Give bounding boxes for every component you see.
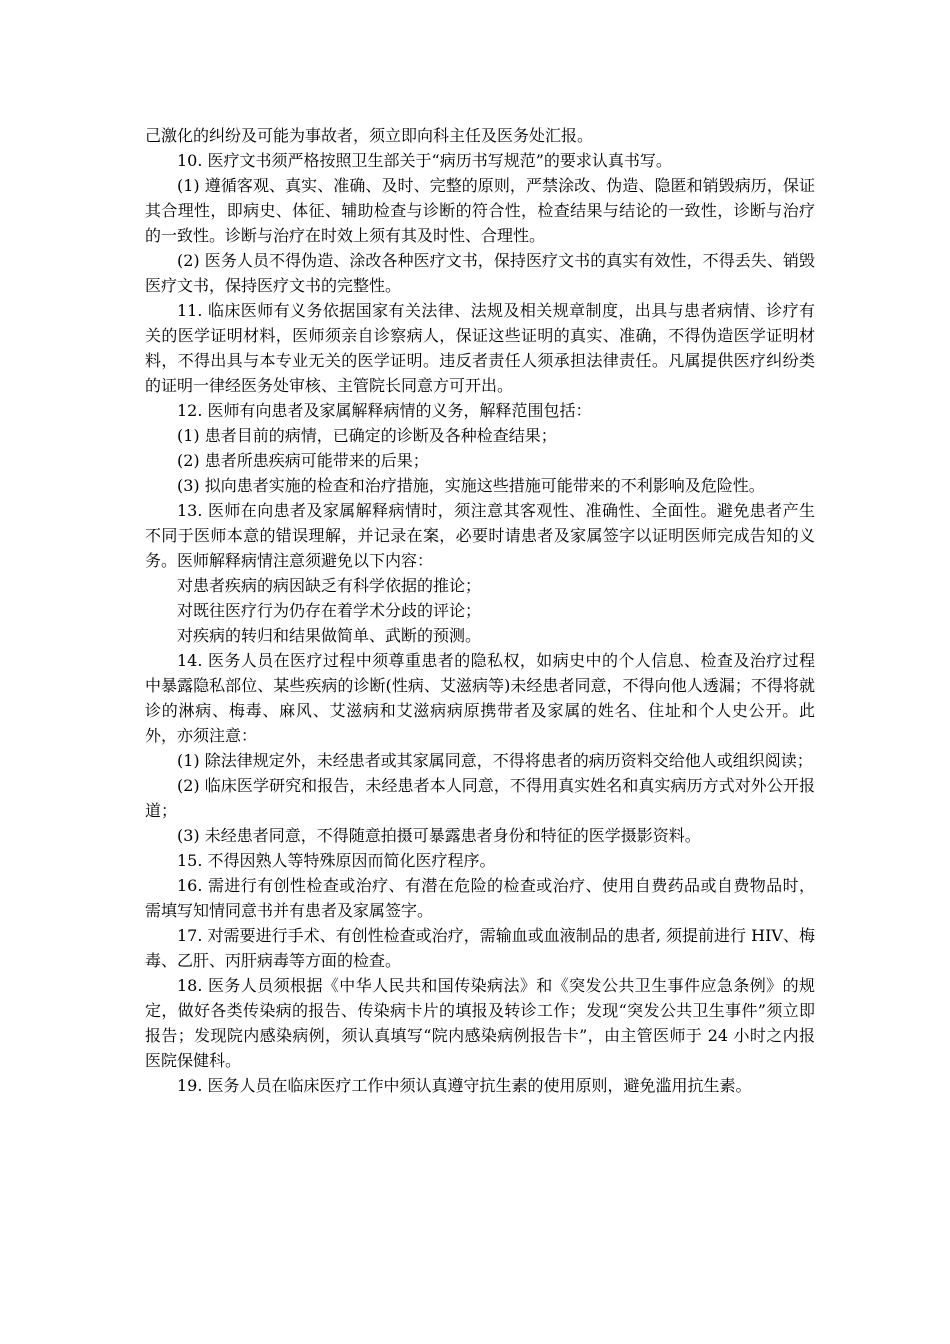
paragraph: (3) 拟向患者实施的检查和治疗措施，实施这些措施可能带来的不利影响及危险性。 [177,476,765,495]
paragraph: (2) 患者所患疾病可能带来的后果； [177,451,429,470]
paragraph: 15. 不得因熟人等特殊原因而简化医疗程序。 [177,851,496,870]
paragraph: (1) 患者目前的病情，已确定的诊断及各种检查结果； [177,426,557,445]
paragraph: 13. 医师在向患者及家属解释病情时，须注意其客观性、准确性、全面性。避免患者产生不同于医师本意的错误理解，并记录在案，必要时请患者及家属签字以证明医师完成告知的义务。医师解释病情注意须避免以下内容： [145,501,815,570]
paragraph: 己激化的纠纷及可能为事故者，须立即向科主任及医务处汇报。 [145,126,594,145]
paragraph: 对既往医疗行为仍存在着学术分歧的评论； [177,601,482,620]
paragraph: 10. 医疗文书须严格按照卫生部关于“病历书写规范”的要求认真书写。 [177,151,672,170]
paragraph: 12. 医师有向患者及家属解释病情的义务，解释范围包括： [177,401,592,420]
document-body [145,123,815,1098]
paragraph: 16. 需进行有创性检查或治疗、有潜在危险的检查或治疗、使用自费药品或自费物品时，需填写知情同意书并有患者及家属签字。 [145,876,815,920]
paragraph: 对疾病的转归和结果做简单、武断的预测。 [177,626,482,645]
paragraph: (2) 临床医学研究和报告，未经患者本人同意，不得用真实姓名和真实病历方式对外公开报道； [145,776,815,820]
paragraph: (2) 医务人员不得伪造、涂改各种医疗文书，保持医疗文书的真实有效性，不得丢失、销毁医疗文书，保持医疗文书的完整性。 [145,251,815,295]
paragraph: 17. 对需要进行手术、有创性检查或治疗，需输血或血液制品的患者, 须提前进行 HIV、梅毒、乙肝、丙肝病毒等方面的检查。 [145,926,815,970]
paragraph: 14. 医务人员在医疗过程中须尊重患者的隐私权，如病史中的个人信息、检查及治疗过程中暴露隐私部位、某些疾病的诊断(性病、艾滋病等)未经患者同意，不得向他人透漏；不得将就诊的淋病、梅毒、麻风、艾滋病和艾滋病病原携带者及家属的姓名、住址和个人史公开。此外，亦须注意： [145,651,815,745]
paragraph: 19. 医务人员在临床医疗工作中须认真遵守抗生素的使用原则，避免滥用抗生素。 [177,1076,752,1095]
paragraph: (3) 未经患者同意，不得随意拍摄可暴露患者身份和特征的医学摄影资料。 [177,826,701,845]
paragraph: 11. 临床医师有义务依据国家有关法律、法规及相关规章制度，出具与患者病情、诊疗有关的医学证明材料，医师须亲自诊察病人，保证这些证明的真实、准确，不得伪造医学证明材料，不得出具与本专业无关的医学证明。违反者责任人须承担法律责任。凡属提供医疗纠纷类的证明一律经医务处审核、主管院长同意方可开出。 [145,301,815,395]
paragraph: (1) 除法律规定外，未经患者或其家属同意，不得将患者的病历资料交给他人或组织阅读； [177,751,813,770]
paragraph: 对患者疾病的病因缺乏有科学依据的推论； [177,576,482,595]
paragraph: (1) 遵循客观、真实、准确、及时、完整的原则，严禁涂改、伪造、隐匿和销毁病历，保证其合理性，即病史、体征、辅助检查与诊断的符合性，检查结果与结论的一致性，诊断与治疗的一致性。诊断与治疗在时效上须有其及时性、合理性。 [145,176,815,245]
paragraph: 18. 医务人员须根据《中华人民共和国传染病法》和《突发公共卫生事件应急条例》的规定，做好各类传染病的报告、传染病卡片的填报及转诊工作；发现“突发公共卫生事件”须立即报告；发现院内感染病例，须认真填写“院内感染病例报告卡”，由主管医师于 24 小时之内报医院保健科。 [145,976,815,1070]
